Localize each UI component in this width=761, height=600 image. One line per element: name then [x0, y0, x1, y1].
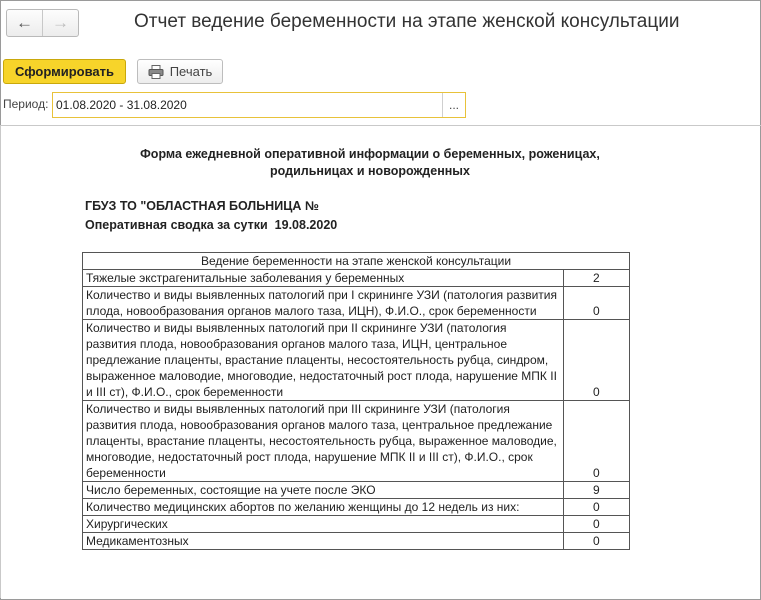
window-title: Отчет ведение беременности на этапе женской консультации [134, 11, 680, 32]
row-name: Количество и виды выявленных патологий при III скрининге УЗИ (патология развития плода, новообразования органов малого таза, центральное предлежание плаценты, врастание плаценты, несостоятельность рубца, выраженное маловодие, многоводие, недостаточный рост плода, нарушение МПК II и III ст), Ф.И.О., срок беременности [83, 401, 564, 482]
table-row [83, 270, 630, 287]
period-select-button[interactable]: ... [442, 93, 465, 117]
table-row [83, 499, 630, 516]
report-table [82, 252, 630, 550]
row-name: Число беременных, состоящие на учете после ЭКО [83, 482, 564, 499]
row-value: 0 [563, 320, 629, 401]
row-value: 0 [563, 533, 629, 550]
row-value: 0 [563, 516, 629, 533]
period-field [52, 92, 466, 118]
row-name: Количество и виды выявленных патологий при I скрининге УЗИ (патология развития плода, новообразования органов малого таза, ИЦН), Ф.И.О., срок беременности [83, 287, 564, 320]
table-row [83, 401, 630, 482]
printer-icon [148, 65, 164, 79]
row-value: 0 [563, 401, 629, 482]
row-value: 2 [563, 270, 629, 287]
table-row [83, 287, 630, 320]
table-header-row [83, 253, 630, 270]
row-name: Количество медицинских абортов по желанию женщины до 12 недель из них: [83, 499, 564, 516]
back-arrow-icon[interactable]: ← [7, 10, 43, 36]
row-name: Количество и виды выявленных патологий при II скрининге УЗИ (патология развития плода, новообразования органов малого таза, ИЦН, центральное предлежание плаценты, врастание плаценты, несостоятельность рубца, синдром, выраженное маловодие, многоводие, недостаточный рост плода, нарушение МПК II и III ст), Ф.И.О., срок беременности [83, 320, 564, 401]
table-header: Ведение беременности на этапе женской консультации [83, 253, 630, 270]
row-name: Хирургических [83, 516, 564, 533]
summary-date: Оперативная сводка за сутки 19.08.2020 [85, 218, 338, 232]
navigation-buttons [6, 9, 79, 37]
report-heading-line1: Форма ежедневной оперативной информации о беременных, роженицах, [140, 147, 600, 161]
row-value: 9 [563, 482, 629, 499]
table-row [83, 516, 630, 533]
organization-name: ГБУЗ ТО "ОБЛАСТНАЯ БОЛЬНИЦА № [85, 199, 319, 213]
report-heading-line2: родильницах и новорожденных [270, 164, 470, 178]
table-row [83, 320, 630, 401]
row-value: 0 [563, 499, 629, 516]
divider [0, 125, 761, 126]
row-name: Медикаментозных [83, 533, 564, 550]
report-heading [80, 146, 660, 180]
print-button[interactable] [137, 59, 223, 84]
table-row [83, 482, 630, 499]
period-label: Период: [3, 97, 49, 111]
table-row [83, 533, 630, 550]
generate-button[interactable]: Сформировать [3, 59, 126, 84]
report-area-border [0, 126, 1, 598]
row-value: 0 [563, 287, 629, 320]
forward-arrow-icon[interactable]: → [52, 13, 69, 32]
period-input[interactable] [53, 93, 442, 117]
row-name: Тяжелые экстрагенитальные заболевания у беременных [83, 270, 564, 287]
print-button-label: Печать [169, 64, 213, 79]
